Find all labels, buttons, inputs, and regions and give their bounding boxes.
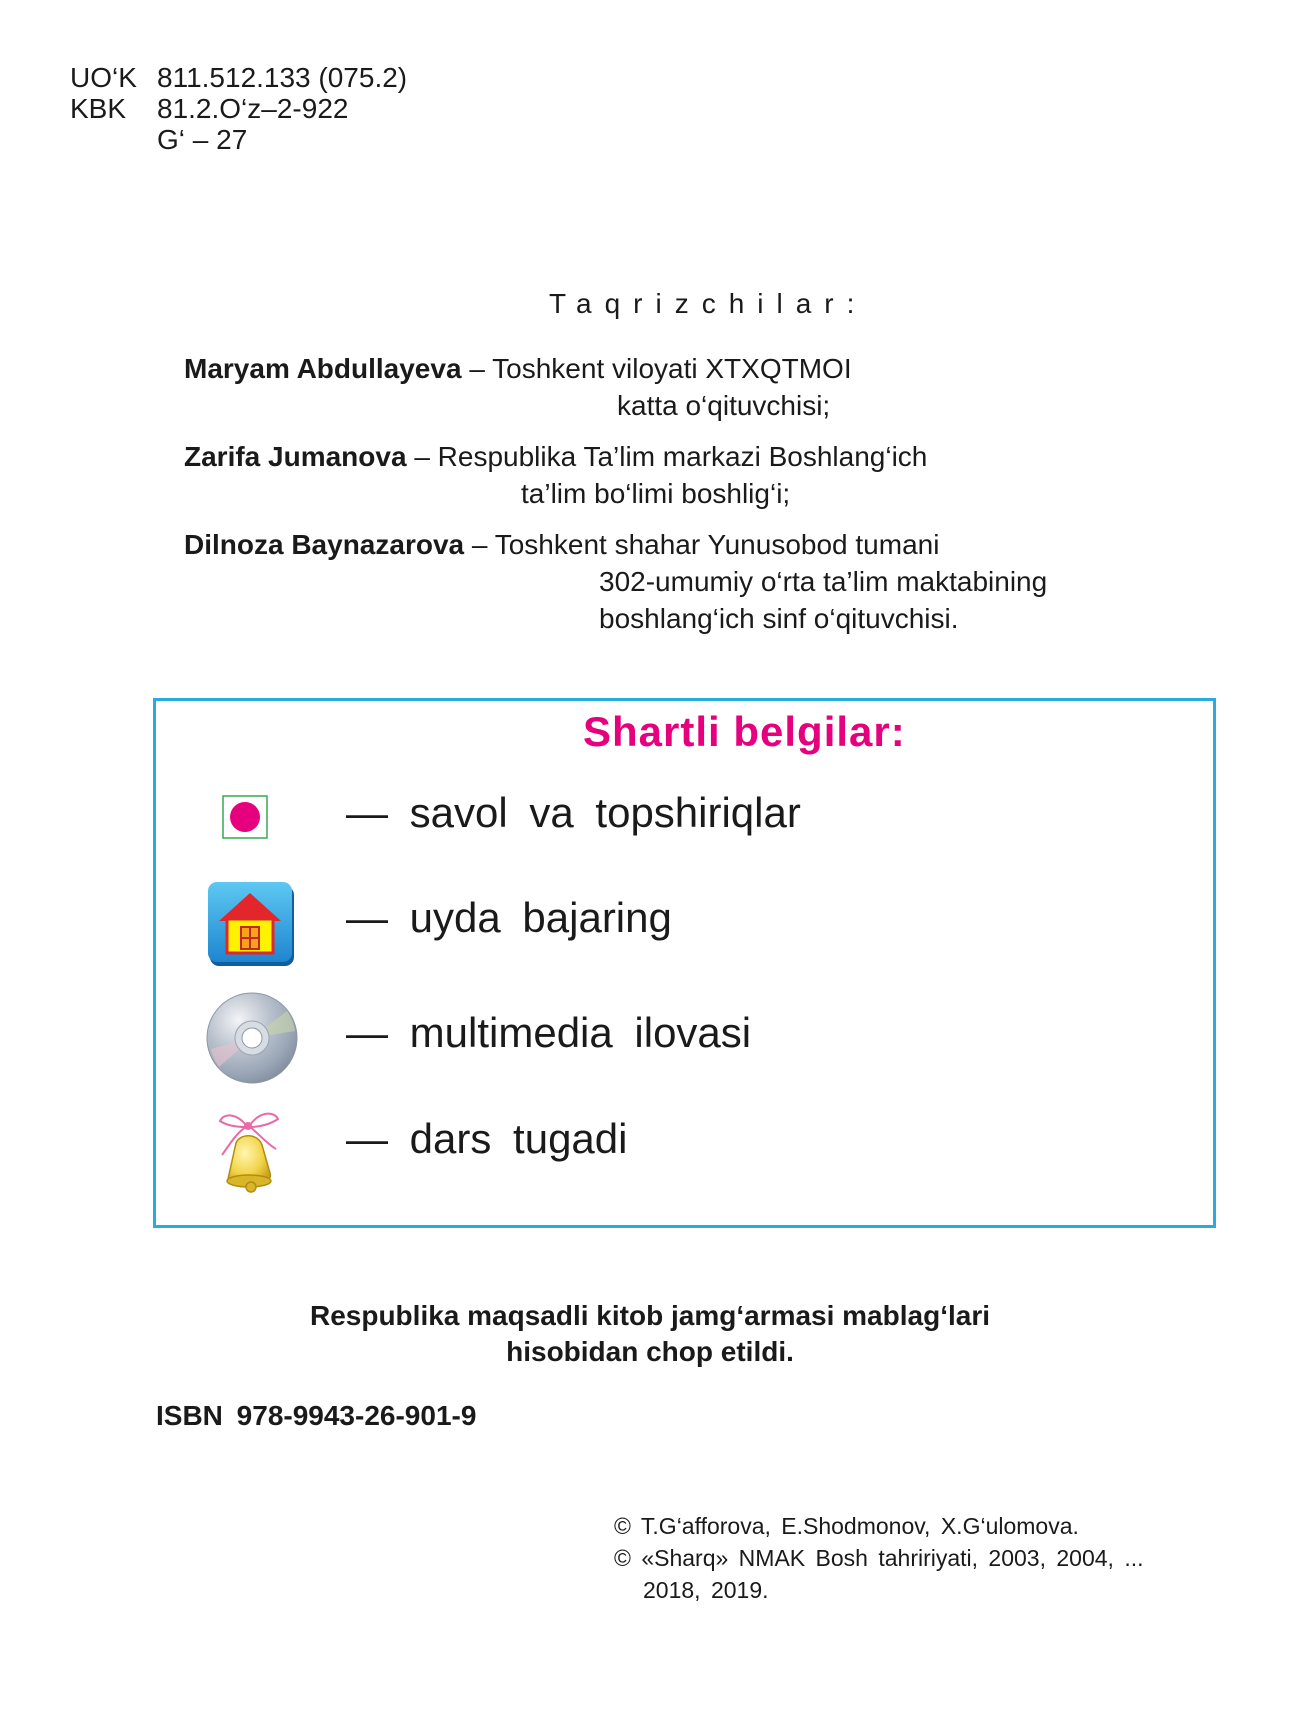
funding-note — [0, 1298, 1300, 1370]
copyright-line: © «Sharq» NMAK Bosh tahririyati, 2003, 2004, ... — [614, 1545, 1144, 1571]
reviewer-role: – Toshkent viloyati XTXQTMOI — [469, 353, 852, 384]
cd-icon — [205, 991, 299, 1090]
classification-block — [70, 62, 407, 155]
legend-title: Shartli belgilar: — [583, 708, 906, 755]
legend-text: — savol va topshiriqlar — [346, 789, 801, 836]
reviewer-name: Zarifa Jumanova — [184, 441, 407, 472]
reviewer-name: Maryam Abdullayeva — [184, 353, 462, 384]
classification-key — [70, 124, 157, 155]
reviewer-role-cont: ta’lim bo‘limi boshlig‘i; — [521, 478, 791, 509]
legend-text: — dars tugadi — [346, 1115, 628, 1162]
reviewer-role-cont: boshlang‘ich sinf o‘qituvchisi. — [599, 603, 959, 634]
classification-key: KBK — [70, 93, 127, 124]
reviewer-name: Dilnoza Baynazarova — [184, 529, 465, 560]
copyright-line: 2018, 2019. — [643, 1577, 769, 1603]
classification-value: 811.512.133 (075.2) — [157, 62, 408, 93]
reviewer-entry — [184, 526, 1048, 634]
legend-item-multimedia — [156, 991, 1213, 1081]
reviewer-role-cont: 302-umumiy o‘rta ta’lim maktabining — [599, 566, 1048, 597]
copyright-line: © T.G‘afforova, E.Shodmonov, X.G‘ulomova. — [614, 1513, 1079, 1539]
copyright-block — [614, 1510, 1144, 1606]
classification-author-mark — [70, 124, 407, 155]
funding-line: hisobidan chop etildi. — [506, 1336, 794, 1367]
reviewer-entry — [184, 350, 852, 421]
reviewers-title: Taqrizchilar: — [549, 288, 868, 319]
legend-text: — multimedia ilovasi — [346, 1009, 752, 1056]
classification-value: G‘ – 27 — [157, 124, 248, 155]
legend-item-homework — [156, 881, 1213, 971]
reviewer-entry — [184, 438, 928, 509]
funding-line: Respublika maqsadli kitob jamg‘armasi mablag‘lari — [309, 1300, 990, 1331]
classification-value: 81.2.O‘z–2-922 — [157, 93, 349, 124]
bell-icon — [206, 1103, 298, 1200]
home-icon — [207, 881, 297, 976]
legend-box — [153, 698, 1216, 1228]
reviewer-role: – Respublika Ta’lim markazi Boshlang‘ich — [414, 441, 928, 472]
reviewer-role-cont: katta o‘qituvchisi; — [617, 390, 831, 421]
reviewer-role: – Toshkent shahar Yunusobod tumani — [471, 529, 940, 560]
classification-kbk — [70, 93, 407, 124]
legend-item-questions — [156, 783, 1213, 873]
question-icon — [222, 795, 268, 844]
legend-text: — uyda bajaring — [346, 894, 672, 941]
isbn: ISBN 978-9943-26-901-9 — [156, 1400, 477, 1431]
legend-item-lesson-end — [156, 1103, 1213, 1193]
classification-key: UO‘K — [70, 62, 137, 93]
classification-udc — [70, 62, 407, 93]
